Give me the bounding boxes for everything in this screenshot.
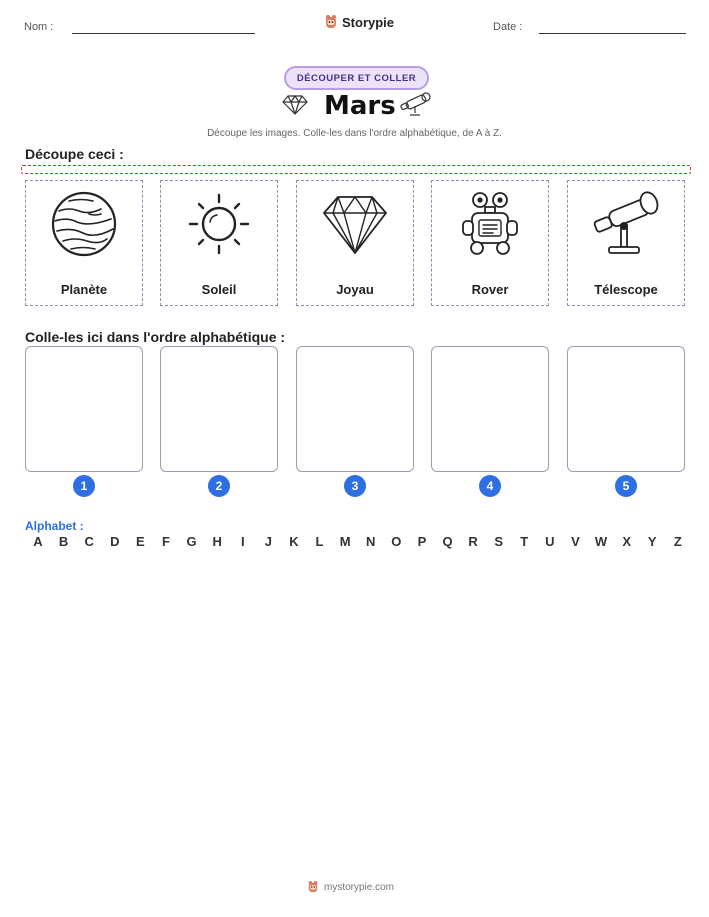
- telescope-icon: [398, 92, 432, 118]
- alphabet-letter: C: [84, 534, 94, 549]
- alphabet-letter: J: [264, 534, 272, 549]
- planet-icon: [49, 189, 119, 259]
- alphabet-row: [31, 534, 685, 549]
- cut-card-telescope[interactable]: [567, 180, 685, 306]
- alphabet-letter: Y: [647, 534, 657, 549]
- telescope-icon: [589, 189, 663, 259]
- alphabet-letter: M: [339, 534, 351, 549]
- brand-logo: [324, 14, 394, 30]
- number-badge-1: 1: [73, 475, 95, 497]
- date-field-line[interactable]: [539, 33, 686, 34]
- alphabet-letter: F: [161, 534, 170, 549]
- alphabet-letter: K: [289, 534, 299, 549]
- card-label: Planète: [60, 282, 108, 297]
- brand-name: Storypie: [342, 14, 395, 30]
- number-badge-5: 5: [615, 475, 637, 497]
- alphabet-letter: Z: [673, 534, 682, 549]
- rover-icon: [455, 189, 525, 259]
- alphabet-letter: U: [545, 534, 555, 549]
- card-label: Joyau: [336, 282, 374, 297]
- paste-box-5[interactable]: [567, 346, 685, 472]
- date-label: Date :: [493, 21, 523, 33]
- alphabet-letter: V: [571, 534, 580, 549]
- alphabet-letter: T: [520, 534, 529, 549]
- alphabet-letter: L: [315, 534, 324, 549]
- paste-box-3[interactable]: [296, 346, 414, 472]
- sun-icon: [184, 189, 254, 259]
- cut-card-planet[interactable]: [25, 180, 143, 306]
- alphabet-letter: G: [186, 534, 197, 549]
- alphabet-letter: P: [417, 534, 427, 549]
- alphabet-letter: W: [594, 534, 608, 549]
- paste-box-1[interactable]: [25, 346, 143, 472]
- storypie-mascot-icon: [324, 14, 338, 30]
- alphabet-letter: N: [366, 534, 376, 549]
- paste-box-2[interactable]: [160, 346, 278, 472]
- cut-card-gem[interactable]: [296, 180, 414, 306]
- footer: [307, 880, 394, 894]
- page-title: Mars: [324, 91, 396, 121]
- card-label: Télescope: [594, 282, 658, 297]
- alphabet-letter: A: [33, 534, 43, 549]
- card-label: Soleil: [201, 282, 237, 297]
- cut-card-rover[interactable]: [431, 180, 549, 306]
- alphabet-letter: B: [58, 534, 69, 549]
- gem-icon: [320, 189, 390, 259]
- storypie-mascot-icon: [307, 880, 319, 894]
- alphabet-letter: H: [212, 534, 222, 549]
- paste-box-4[interactable]: [431, 346, 549, 472]
- card-label: Rover: [471, 282, 509, 297]
- number-badge-4: 4: [479, 475, 501, 497]
- alphabet-letter: E: [136, 534, 145, 549]
- alphabet-letter: Q: [442, 534, 453, 549]
- gem-icon: [281, 94, 309, 116]
- alphabet-letter: X: [622, 534, 631, 549]
- cut-line: [21, 165, 691, 174]
- paste-heading: Colle-les ici dans l'ordre alphabétique :: [25, 329, 286, 345]
- cut-heading: Découpe ceci :: [25, 146, 124, 162]
- cut-card-sun[interactable]: [160, 180, 278, 306]
- name-field-line[interactable]: [72, 33, 255, 34]
- footer-url[interactable]: mystorypie.com: [324, 881, 395, 893]
- alphabet-heading: Alphabet :: [25, 519, 84, 533]
- name-label: Nom :: [24, 21, 54, 33]
- number-badge-3: 3: [344, 475, 366, 497]
- number-badge-2: 2: [208, 475, 230, 497]
- alphabet-letter: I: [240, 534, 245, 549]
- alphabet-letter: D: [110, 534, 120, 549]
- alphabet-letter: R: [468, 534, 478, 549]
- instructions: Découpe les images. Colle-les dans l'ordre alphabétique, de A à Z.: [207, 128, 502, 139]
- alphabet-letter: O: [391, 534, 402, 549]
- activity-badge: DÉCOUPER ET COLLER: [284, 66, 429, 90]
- alphabet-letter: S: [494, 534, 504, 549]
